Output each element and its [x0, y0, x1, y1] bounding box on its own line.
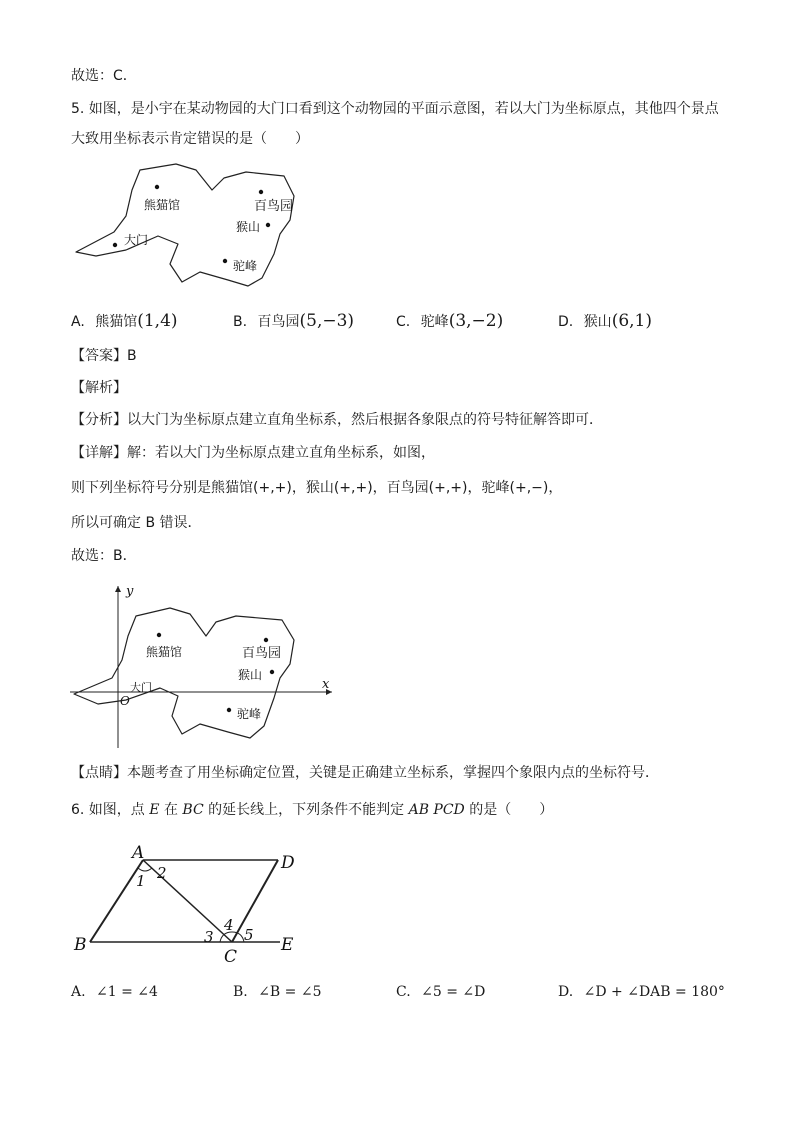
final-answer-line: 故选：B． — [71, 548, 137, 564]
q6-stem-segment: BC — [182, 802, 204, 818]
q6-stem-relation: AB PCD — [408, 802, 465, 818]
q6-stem-part: 6. 如图，点 — [71, 802, 145, 818]
fenxi-line — [71, 410, 603, 430]
answer-tag: 【答案】 — [71, 348, 127, 364]
point-A: A — [132, 843, 145, 863]
previous-answer: 故选：C． — [71, 68, 137, 84]
option-letter: C. — [396, 984, 411, 1000]
angle-2: 2 — [157, 864, 167, 882]
angle-5: 5 — [244, 926, 254, 944]
point-B: B — [74, 935, 87, 955]
xiangjie-line — [71, 443, 435, 463]
dianjing-line — [71, 763, 659, 783]
camel-label: 驼峰 — [237, 707, 262, 721]
y-axis-label: y — [126, 584, 134, 599]
option-name: 驼峰 — [420, 314, 449, 330]
q6-option-d[interactable] — [558, 982, 725, 1002]
q6-option-a[interactable] — [71, 982, 158, 1002]
answer-value: B — [127, 348, 137, 364]
q5-option-c[interactable] — [396, 311, 503, 332]
angle-4: 4 — [224, 916, 234, 934]
point-D: D — [281, 853, 295, 873]
xiangjie-text: 解：若以大门为坐标原点建立直角坐标系，如图， — [127, 445, 435, 461]
q6-stem — [71, 800, 553, 820]
q6-option-c[interactable] — [396, 982, 485, 1002]
q6-stem-part: 的延长线上，下列条件不能判定 — [208, 802, 405, 818]
monkey-label: 猴山 — [236, 220, 261, 234]
q6-option-b[interactable] — [233, 982, 322, 1002]
parallelogram-figure — [70, 838, 330, 970]
dianjing-text: 本题考查了用坐标确定位置，关键是正确建立坐标系，掌握四个象限内点的坐标符号． — [127, 765, 659, 781]
camel-dot — [227, 708, 231, 712]
bird-dot — [259, 190, 263, 194]
camel-label: 驼峰 — [233, 259, 258, 273]
zoo-map-figure — [70, 160, 330, 295]
fenxi-text: 以大门为坐标原点建立直角坐标系，然后根据各象限点的符号特征解答即可． — [127, 412, 603, 428]
bird-label: 百鸟园 — [254, 199, 294, 214]
option-name: 熊猫馆 — [95, 314, 138, 330]
monkey-label: 猴山 — [238, 668, 263, 682]
option-text: ∠5 = ∠D — [421, 984, 486, 1000]
signs-line: 则下列坐标符号分别是熊猫馆(+,+)，猴山(+,+)，百鸟园(+,+)，驼峰(+,−)， — [71, 480, 563, 496]
monkey-dot — [270, 670, 274, 674]
option-name: 百鸟园 — [257, 314, 300, 330]
x-axis-label: x — [322, 677, 330, 692]
conclusion-line: 所以可确定 B 错误． — [71, 515, 202, 531]
fenxi-tag: 【分析】 — [71, 412, 127, 428]
panda-dot — [155, 185, 159, 189]
point-C: C — [224, 947, 238, 967]
panda-label: 熊猫馆 — [146, 645, 183, 659]
q5-stem-line2: 大致用坐标表示肯定错误的是（ ） — [71, 131, 309, 147]
gate-dot — [113, 243, 117, 247]
q6-stem-part: 的是（ ） — [469, 802, 554, 818]
point-E: E — [281, 935, 294, 955]
option-coord: (5,−3) — [299, 311, 355, 331]
option-letter: D. — [558, 314, 574, 330]
panda-label: 熊猫馆 — [144, 198, 181, 212]
q5-option-d[interactable] — [558, 311, 652, 332]
gate-label: 大门 — [130, 681, 152, 694]
panda-dot — [157, 633, 161, 637]
segment-CD — [232, 860, 278, 942]
option-letter: A. — [71, 984, 86, 1000]
q5-option-a[interactable] — [71, 311, 178, 332]
option-name: 猴山 — [583, 314, 612, 330]
option-letter: B. — [233, 984, 248, 1000]
option-coord: (1,4) — [137, 311, 178, 331]
q5-option-b[interactable] — [233, 311, 354, 332]
option-coord: (3,−2) — [448, 311, 504, 331]
option-text: ∠B = ∠5 — [258, 984, 322, 1000]
angle-3: 3 — [204, 928, 214, 946]
option-letter: A. — [71, 314, 85, 330]
angle-mark-A — [138, 868, 152, 871]
option-coord: (6,1) — [611, 311, 652, 331]
angle-1: 1 — [136, 872, 146, 890]
camel-dot — [223, 259, 227, 263]
analysis-tag: 【解析】 — [71, 380, 127, 396]
option-text: ∠1 = ∠4 — [96, 984, 158, 1000]
dianjing-tag: 【点睛】 — [71, 765, 127, 781]
option-letter: B. — [233, 314, 248, 330]
monkey-dot — [266, 223, 270, 227]
answer-line — [71, 346, 137, 366]
zoo-boundary — [76, 164, 294, 286]
q5-stem-line1: 5. 如图，是小宇在某动物园的大门口看到这个动物园的平面示意图，若以大门为坐标原点，其他四个景点 — [71, 101, 719, 117]
option-letter: C. — [396, 314, 411, 330]
gate-label: 大门 — [124, 233, 149, 247]
q6-stem-part: 在 — [163, 802, 178, 818]
bird-dot — [264, 638, 268, 642]
q6-stem-point: E — [149, 802, 160, 818]
origin-label: O — [120, 694, 130, 708]
bird-label: 百鸟园 — [242, 646, 282, 661]
coordinate-map-figure — [66, 578, 346, 753]
xiangjie-tag: 【详解】 — [71, 445, 127, 461]
option-letter: D. — [558, 984, 574, 1000]
option-text: ∠D + ∠DAB = 180° — [583, 984, 725, 1000]
